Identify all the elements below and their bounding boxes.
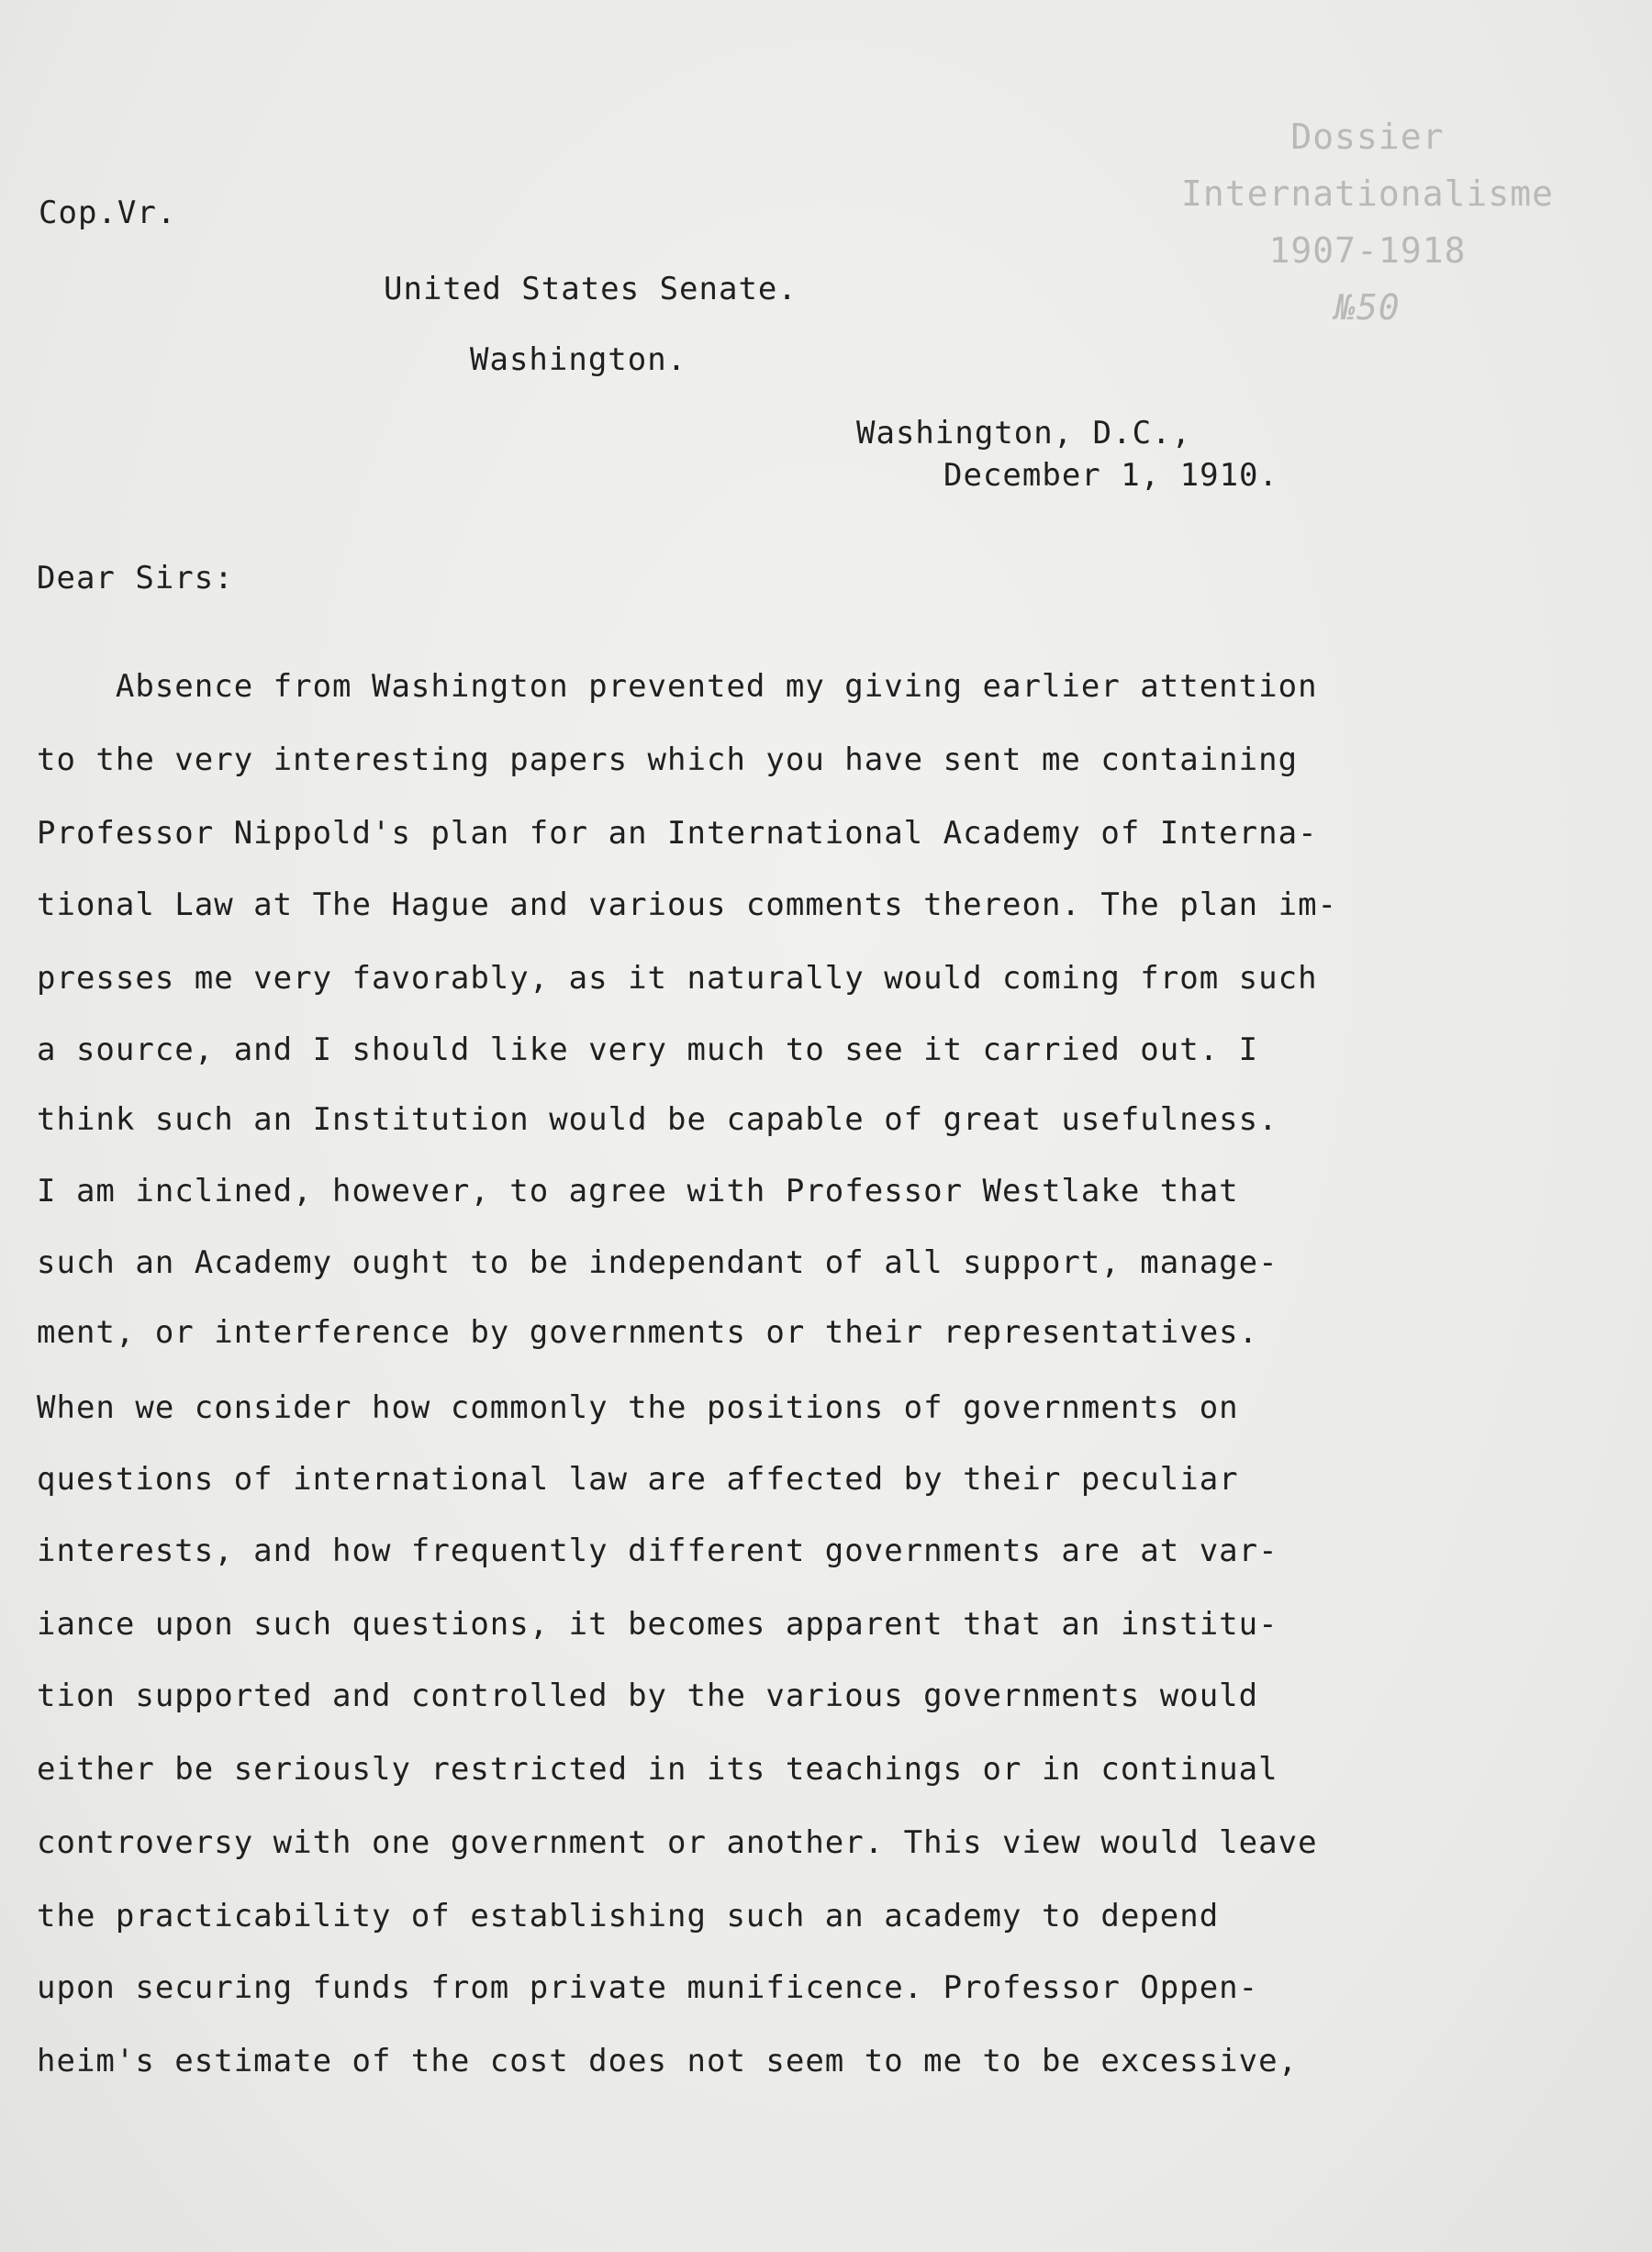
stamp-years: 1907-1918 xyxy=(1268,230,1467,271)
body-line: upon securing funds from private munificence. Professor Oppen- xyxy=(37,1969,1259,2006)
body-line: When we consider how commonly the positions of governments on xyxy=(37,1389,1239,1426)
body-line: heim's estimate of the cost does not seem to me to be excessive, xyxy=(37,2043,1299,2079)
body-line: Absence from Washington prevented my giving earlier attention xyxy=(37,668,1318,705)
archive-stamp xyxy=(1166,108,1569,336)
body-line: Professor Nippold's plan for an International Academy of Interna- xyxy=(37,815,1318,852)
body-line: iance upon such questions, it becomes apparent that an institu- xyxy=(37,1606,1278,1643)
reference-code: Cop.Vr. xyxy=(39,195,177,231)
letterhead-washington: Washington. xyxy=(470,341,687,378)
body-line: either be seriously restricted in its teachings or in continual xyxy=(37,1751,1278,1788)
body-line: controversy with one government or another. This view would leave xyxy=(37,1824,1318,1861)
date-line: December 1, 1910. xyxy=(943,457,1278,494)
place-line: Washington, D.C., xyxy=(856,415,1191,452)
body-line: presses me very favorably, as it naturally would coming from such xyxy=(37,960,1318,997)
body-line: such an Academy ought to be independant of all support, manage- xyxy=(37,1244,1278,1281)
body-line: tional Law at The Hague and various comments thereon. The plan im- xyxy=(37,886,1338,923)
body-line: to the very interesting papers which you have sent me containing xyxy=(37,741,1299,778)
stamp-number: №50 xyxy=(1334,287,1401,328)
body-line: interests, and how frequently different governments are at var- xyxy=(37,1533,1278,1569)
body-line: I am inclined, however, to agree with Professor Westlake that xyxy=(37,1173,1239,1210)
body-line: questions of international law are affected by their peculiar xyxy=(37,1461,1239,1498)
body-line: a source, and I should like very much to see it carried out. I xyxy=(37,1031,1259,1068)
body-line: the practicability of establishing such an academy to depend xyxy=(37,1898,1220,1934)
salutation: Dear Sirs: xyxy=(37,560,234,596)
body-line: ment, or interference by governments or their representatives. xyxy=(37,1314,1259,1351)
stamp-dossier: Dossier xyxy=(1290,117,1445,157)
letterhead-senate: United States Senate. xyxy=(384,271,798,307)
body-line: think such an Institution would be capable of great usefulness. xyxy=(37,1101,1278,1138)
body-line: tion supported and controlled by the various governments would xyxy=(37,1678,1259,1714)
stamp-internationalisme: Internationalisme xyxy=(1181,173,1554,214)
